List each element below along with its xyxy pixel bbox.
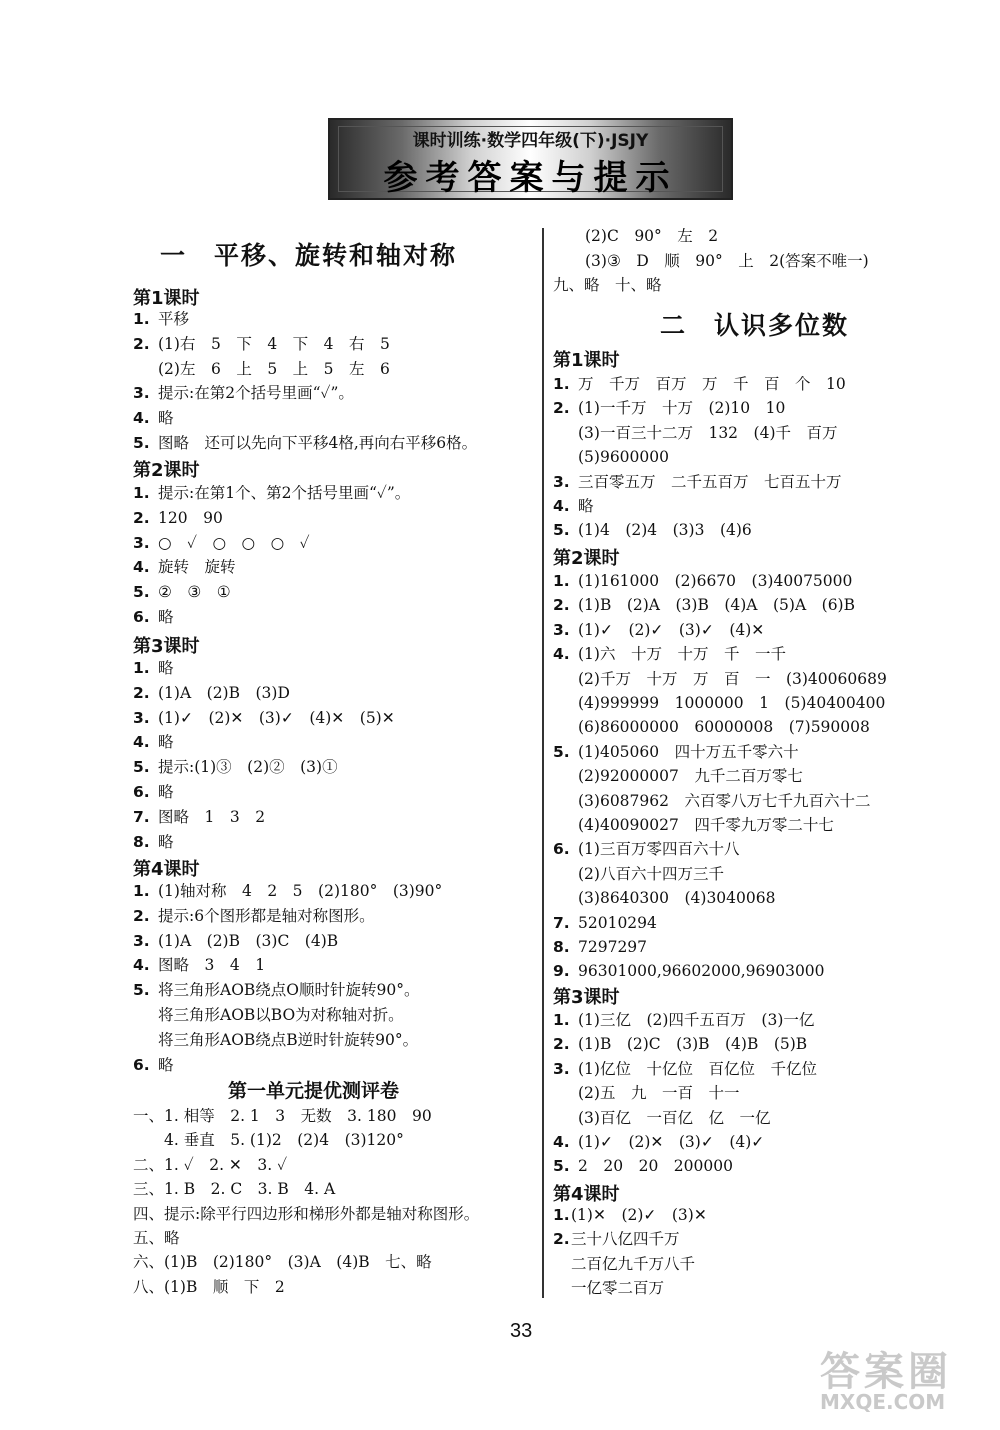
answer-text: (1)✓ (2)✕ (3)✓ (4)✓ — [578, 1133, 765, 1151]
answer-text: (2)八百六十四万三千 — [578, 864, 724, 883]
answer-line — [553, 1108, 770, 1128]
answer-text: (1)轴对称 4 2 5 (2)180° (3)90° — [158, 882, 443, 900]
answer-text: (3)百亿 一百亿 亿 一亿 — [578, 1108, 771, 1127]
answer-text: 三十八亿四千万 — [571, 1230, 680, 1249]
answer-text: (2)左 6 上 5 上 5 左 6 — [158, 359, 390, 378]
answer-line — [133, 881, 442, 901]
answer-line — [133, 658, 174, 678]
answer-text: (1)✓ (2)✕ (3)✓ (4)✕ (5)✕ — [158, 708, 395, 727]
answer-text: (1)右 5 下 4 下 4 右 5 — [158, 334, 390, 353]
page-number: 33 — [510, 1320, 533, 1342]
question-number: 3. — [133, 931, 150, 950]
question-number: 6. — [133, 783, 150, 801]
banner-subtitle: 课时训练·数学四年级(下)·JSJY — [412, 131, 649, 151]
answer-text: (1)161000 (2)6670 (3)40075000 — [578, 572, 853, 590]
answer-text: (1)✕ (2)✓ (3)✕ — [571, 1206, 707, 1224]
question-number: 3. — [553, 472, 570, 491]
answer-text: ② ③ ① — [158, 583, 231, 602]
answer-line — [133, 334, 390, 354]
answer-line — [133, 408, 174, 428]
answer-line — [553, 1010, 814, 1030]
answer-line — [553, 839, 739, 859]
answer-line — [133, 433, 477, 453]
answer-line — [553, 571, 852, 591]
question-number: 6. — [133, 608, 150, 626]
answer-line — [553, 1205, 707, 1225]
answer-line — [133, 980, 419, 1000]
answer-line — [133, 383, 354, 403]
question-number: 3. — [133, 384, 150, 403]
answer-line — [133, 1030, 418, 1050]
answer-text: 52010294 — [578, 913, 657, 932]
answer-text: 二百亿九千万八千 — [571, 1254, 696, 1273]
answer-text: 提示:在第2个括号里画“✓”。 — [158, 384, 354, 403]
question-number: 6. — [133, 1055, 150, 1074]
question-number: 5. — [133, 758, 150, 777]
question-number: 2. — [133, 334, 150, 353]
answer-line — [133, 359, 390, 379]
answer-line — [553, 1059, 817, 1079]
question-number: 1. — [133, 310, 150, 328]
answer-line — [133, 582, 231, 602]
question-number: 2. — [553, 596, 570, 615]
unit2-lesson1-title: 第1课时 — [553, 350, 620, 371]
answer-text: 2 20 20 200000 — [578, 1157, 733, 1176]
unit1-lesson4-title: 第4课时 — [133, 859, 200, 880]
answer-line — [133, 683, 290, 703]
answer-line — [553, 374, 846, 394]
answer-line: 五、略 — [133, 1229, 180, 1247]
answer-line — [133, 955, 265, 975]
answer-text: (1)B (2)A (3)B (4)A (5)A (6)B — [578, 596, 855, 615]
answer-text: 提示:在第1个、第2个括号里画“✓”。 — [158, 484, 411, 502]
question-number: 3. — [553, 620, 570, 639]
question-number: 2. — [553, 399, 570, 418]
answer-line: 四、提示:除平行四边形和梯形外都是轴对称图形。 — [133, 1204, 480, 1223]
question-number: 7. — [133, 807, 150, 826]
watermark-url: MXQE.COM — [820, 1390, 946, 1414]
answer-text: (6)86000000 60000008 (7)590008 — [578, 718, 870, 737]
question-number: 3. — [553, 1059, 570, 1078]
answer-text: 略 — [158, 832, 174, 851]
answer-text: 7297297 — [578, 938, 648, 956]
answer-text: (1)B (2)C (3)B (4)B (5)B — [578, 1035, 808, 1054]
question-number: 8. — [133, 832, 150, 851]
answer-line — [553, 888, 775, 908]
question-number: 1. — [553, 1206, 570, 1224]
answer-line — [553, 717, 870, 737]
answer-line — [133, 607, 174, 627]
answer-line — [553, 815, 834, 835]
answer-text: 一亿零二百万 — [571, 1279, 665, 1298]
question-number: 7. — [553, 913, 570, 932]
question-number: 1. — [553, 375, 570, 393]
answer-text: 120 90 — [158, 508, 223, 527]
answer-line: 九、略 十、略 — [553, 276, 662, 294]
answer-text: (1)三亿 (2)四千五百万 (3)一亿 — [578, 1011, 815, 1029]
unit1-lesson1-title: 第1课时 — [133, 288, 200, 309]
answer-line — [553, 620, 764, 640]
question-number: 5. — [553, 521, 570, 540]
answer-text: 图略 1 3 2 — [158, 807, 266, 826]
answer-text: (1)405060 四十万五千零六十 — [578, 742, 799, 761]
question-number: 1. — [133, 882, 150, 900]
answer-line — [133, 906, 375, 926]
answer-text: 将三角形AOB以BO为对称轴对折。 — [158, 1006, 404, 1024]
answer-text: (1)✓ (2)✓ (3)✓ (4)✕ — [578, 620, 765, 639]
answer-text: (1)一千万 十万 (2)10 10 — [578, 399, 786, 418]
answer-text: (3)一百三十二万 132 (4)千 百万 — [578, 423, 838, 442]
answer-line — [553, 961, 825, 981]
unit1-test-title: 第一单元提优测评卷 — [228, 1080, 400, 1102]
answer-line — [553, 595, 855, 615]
question-number: 2. — [133, 508, 150, 527]
answer-line — [553, 742, 799, 762]
answer-text: (4)999999 1000000 1 (5)40400400 — [578, 694, 886, 712]
question-number: 2. — [133, 906, 150, 925]
unit2-lesson3-title: 第3课时 — [553, 987, 620, 1008]
question-number: 4. — [133, 956, 150, 975]
question-number: 4. — [133, 733, 150, 752]
title-banner — [328, 118, 733, 200]
answer-line — [133, 508, 223, 528]
answer-line — [553, 864, 724, 884]
watermark-logo — [820, 1340, 990, 1420]
question-number: 5. — [133, 434, 150, 452]
answer-text: 略 — [158, 659, 174, 677]
answer-text: (1)六 十万 十万 千 一千 — [578, 645, 786, 664]
answer-line: 4. 垂直 5. (1)2 (2)4 (3)120° — [133, 1131, 404, 1150]
answer-line — [133, 483, 410, 503]
answer-line — [553, 766, 803, 786]
answer-line: 二、1. ✓ 2. ✕ 3. ✓ — [133, 1155, 288, 1174]
answer-line — [553, 1034, 807, 1054]
answer-text: 将三角形AOB绕点O顺时针旋转90°。 — [158, 981, 420, 1000]
answer-line — [133, 807, 265, 827]
unit1-title: 一 平移、旋转和轴对称 — [160, 241, 458, 270]
answer-line — [133, 732, 174, 752]
question-number: 5. — [133, 981, 150, 1000]
answer-line: (3)③ D 顺 90° 上 2(答案不唯一) — [585, 251, 869, 270]
answer-line — [133, 309, 189, 329]
question-number: 3. — [133, 708, 150, 727]
answer-line: 六、(1)B (2)180° (3)A (4)B 七、略 — [133, 1253, 432, 1272]
question-number: 6. — [553, 840, 570, 859]
banner-title: 参考答案与提示 — [383, 158, 678, 198]
answer-line — [133, 1055, 174, 1075]
answer-line — [553, 913, 657, 933]
answer-text: 96301000,96602000,96903000 — [578, 962, 825, 981]
answer-text: (1)三百万零四百六十八 — [578, 840, 740, 859]
answer-line: 一、1. 相等 2. 1 3 无数 3. 180 90 — [133, 1107, 432, 1125]
answer-text: (2)千万 十万 万 百 一 (3)40060689 — [578, 669, 887, 688]
answer-line — [553, 398, 785, 418]
unit2-lesson4-title: 第4课时 — [553, 1184, 620, 1205]
answer-line — [553, 520, 752, 540]
answer-text: (2)92000007 九千二百万零七 — [578, 767, 803, 786]
answer-text: ○ ✓ ○ ○ ○ ✓ — [158, 533, 310, 552]
answer-line — [553, 693, 885, 713]
answer-line — [553, 1132, 764, 1152]
answer-text: (2)五 九 一百 十一 — [578, 1084, 740, 1103]
unit1-lesson3-title: 第3课时 — [133, 636, 200, 657]
answer-text: 略 — [158, 1055, 174, 1074]
question-number: 4. — [553, 497, 570, 515]
answer-line — [553, 423, 838, 443]
answer-text: (1)亿位 十亿位 百亿位 千亿位 — [578, 1059, 817, 1078]
answer-line — [553, 1278, 664, 1298]
question-number: 4. — [553, 645, 570, 664]
answer-line — [553, 496, 594, 516]
column-divider — [542, 228, 544, 1298]
unit2-lesson2-title: 第2课时 — [553, 548, 620, 569]
answer-line — [553, 472, 842, 492]
question-number: 5. — [553, 1157, 570, 1176]
answer-text: 万 千万 百万 万 千 百 个 10 — [578, 375, 846, 393]
answer-text: (4)40090027 四千零九万零二十七 — [578, 816, 834, 834]
question-number: 1. — [553, 1011, 570, 1029]
answer-text: 略 — [158, 783, 174, 801]
question-number: 8. — [553, 938, 570, 956]
answer-text: (3)8640300 (4)3040068 — [578, 889, 776, 908]
answer-line — [553, 1254, 695, 1274]
answer-text: 略 — [158, 733, 174, 752]
answer-line — [133, 533, 310, 553]
answer-line — [553, 1083, 739, 1103]
answer-line — [553, 669, 887, 689]
question-number: 1. — [133, 484, 150, 502]
answer-line — [133, 1005, 404, 1025]
answer-line — [133, 757, 338, 777]
question-number: 4. — [553, 1133, 570, 1151]
answer-text: 图略 3 4 1 — [158, 956, 266, 975]
answer-text: 提示:(1)③ (2)② (3)① — [158, 758, 338, 777]
answer-line — [553, 1156, 733, 1176]
answer-text: 将三角形AOB绕点B逆时针旋转90°。 — [158, 1030, 419, 1049]
answer-line: 八、(1)B 顺 下 2 — [133, 1277, 285, 1296]
answer-text: 略 — [578, 497, 594, 515]
answer-text: 三百零五万 二千五百万 七百五十万 — [578, 472, 842, 491]
answer-line — [133, 708, 395, 728]
watermark-text: 答案圈 — [820, 1349, 952, 1395]
answer-text: 略 — [158, 608, 174, 626]
answer-text: (1)A (2)B (3)C (4)B — [158, 931, 339, 950]
answer-text: 旋转 旋转 — [158, 558, 236, 577]
unit2-title: 二 认识多位数 — [660, 311, 850, 340]
answer-line — [133, 557, 236, 577]
answer-text: 平移 — [158, 310, 190, 328]
question-number: 2. — [133, 683, 150, 702]
question-number: 5. — [133, 583, 150, 602]
answer-line — [553, 447, 669, 467]
answer-text: 略 — [158, 409, 174, 428]
question-number: 1. — [133, 659, 150, 677]
unit1-lesson2-title: 第2课时 — [133, 460, 200, 481]
answer-line — [553, 1229, 680, 1249]
question-number: 9. — [553, 962, 570, 981]
answer-text: 提示:6个图形都是轴对称图形。 — [158, 906, 375, 925]
question-number: 5. — [553, 742, 570, 761]
answer-line — [553, 937, 647, 957]
answer-text: (1)4 (2)4 (3)3 (4)6 — [578, 521, 752, 540]
answer-line: (2)C 90° 左 2 — [585, 227, 719, 245]
answer-text: (1)A (2)B (3)D — [158, 683, 290, 702]
question-number: 1. — [553, 572, 570, 590]
answer-text: (5)9600000 — [578, 448, 669, 467]
answer-text: 图略 还可以先向下平移4格,再向右平移6格。 — [158, 434, 478, 452]
answer-line — [133, 931, 338, 951]
question-number: 2. — [553, 1230, 570, 1249]
answer-line — [553, 644, 786, 664]
answer-line — [133, 832, 174, 852]
question-number: 4. — [133, 558, 150, 577]
answer-line: 三、1. B 2. C 3. B 4. A — [133, 1180, 336, 1199]
answer-line — [553, 791, 871, 811]
question-number: 2. — [553, 1035, 570, 1054]
answer-text: (3)6087962 六百零八万七千九百六十二 — [578, 791, 871, 810]
question-number: 3. — [133, 533, 150, 552]
question-number: 4. — [133, 409, 150, 428]
answer-line — [133, 782, 174, 802]
